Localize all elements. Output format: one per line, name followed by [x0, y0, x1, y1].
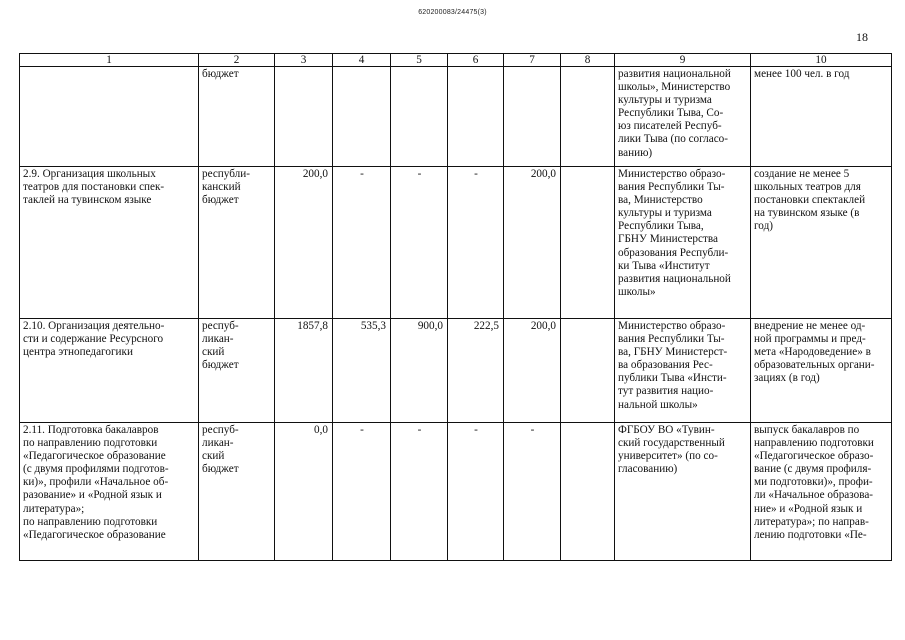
column-header: 8 [561, 54, 615, 67]
expected-result: выпуск бакалавров по направлению подготовки «Педагогическое образо- вание (с двумя профиля- ми подготовки)», профи- ли «Начальное образова- ние» и «Родной язык и литература»; по направ- лению подготовки «Пе- [751, 423, 892, 561]
year-4-amount: - [504, 423, 561, 561]
executors: Министерство образо- вания Республики Ты- ва, ГБНУ Министерст- ва образования Рес- публики Тыва «Инсти- тут развития нацио- нальной школы» [615, 319, 751, 423]
header-row [20, 54, 892, 67]
total-amount [275, 67, 333, 167]
column-header: 5 [391, 54, 448, 67]
year-5-amount [561, 423, 615, 561]
year-3-amount: - [448, 167, 504, 319]
column-header: 6 [448, 54, 504, 67]
executors: развития национальной школы», Министерство культуры и туризма Республики Тыва, Со- юз писателей Респуб- лики Тыва (по согласо- ванию) [615, 67, 751, 167]
funding-source: республи- канский бюджет [199, 167, 275, 319]
expected-result: создание не менее 5 школьных театров для постановки спектаклей на тувинском языке (в год) [751, 167, 892, 319]
table-row [20, 167, 892, 319]
column-header: 7 [504, 54, 561, 67]
year-3-amount: 222,5 [448, 319, 504, 423]
page-number: 18 [856, 30, 868, 44]
column-header: 3 [275, 54, 333, 67]
table-row [20, 423, 892, 561]
executors: ФГБОУ ВО «Тувин- ский государственный университет» (по со- гласованию) [615, 423, 751, 561]
year-4-amount: 200,0 [504, 167, 561, 319]
total-amount: 200,0 [275, 167, 333, 319]
year-5-amount [561, 319, 615, 423]
year-4-amount: 200,0 [504, 319, 561, 423]
year-3-amount [448, 67, 504, 167]
table-row [20, 67, 892, 167]
year-2-amount: - [391, 167, 448, 319]
year-4-amount [504, 67, 561, 167]
column-header: 1 [20, 54, 199, 67]
year-2-amount: 900,0 [391, 319, 448, 423]
activity-name [20, 67, 199, 167]
year-5-amount [561, 167, 615, 319]
activity-name: 2.10. Организация деятельно- сти и содержание Ресурсного центра этнопедагогики [20, 319, 199, 423]
column-header: 10 [751, 54, 892, 67]
total-amount: 1857,8 [275, 319, 333, 423]
activity-name: 2.9. Организация школьных театров для постановки спек- таклей на тувинском языке [20, 167, 199, 319]
expected-result: менее 100 чел. в год [751, 67, 892, 167]
year-2-amount: - [391, 423, 448, 561]
funding-source: респуб- ликан- ский бюджет [199, 319, 275, 423]
column-header: 4 [333, 54, 391, 67]
total-amount: 0,0 [275, 423, 333, 561]
expected-result: внедрение не менее од- ной программы и пред- мета «Народоведение» в образовательных органи- зациях (в год) [751, 319, 892, 423]
document-id: 620200083/24475(3) [418, 9, 487, 16]
executors: Министерство образо- вания Республики Ты- ва, Министерство культуры и туризма Республики Тыва, ГБНУ Министерства образования Республи- ки Тыва «Институт развития национальной школы» [615, 167, 751, 319]
year-3-amount: - [448, 423, 504, 561]
program-table [19, 53, 892, 561]
funding-source: бюджет [199, 67, 275, 167]
year-2-amount [391, 67, 448, 167]
activity-name: 2.11. Подготовка бакалавров по направлению подготовки «Педагогическое образование (с двумя профилями подготов- ки)», профили «Начальное об- разование» и «Родной язык и литература»; по направлению подготовки «Педагогическое образование [20, 423, 199, 561]
column-header: 2 [199, 54, 275, 67]
funding-source: респуб- ликан- ский бюджет [199, 423, 275, 561]
year-1-amount: - [333, 423, 391, 561]
table-row [20, 319, 892, 423]
column-header: 9 [615, 54, 751, 67]
year-1-amount [333, 67, 391, 167]
year-1-amount: 535,3 [333, 319, 391, 423]
year-1-amount: - [333, 167, 391, 319]
year-5-amount [561, 67, 615, 167]
